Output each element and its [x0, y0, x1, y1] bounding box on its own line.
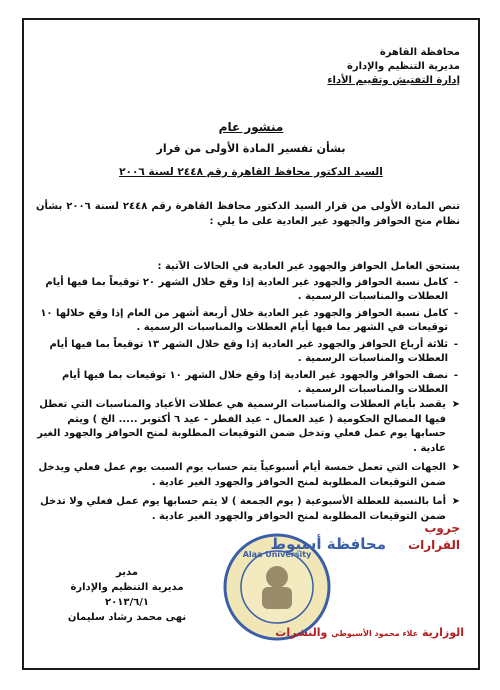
signature-title: مدير [116, 567, 138, 578]
note-text: الجهات التي تعمل خمسة أيام أسبوعياً يتم حساب يوم السبت يوم عمل فعلي ويدخل ضمن التوقيعات المطلوبة لمنح الحوافز والجهود الغير عادية . [38, 462, 446, 488]
watermark-author: علاء محمود الأسيوطي [331, 629, 419, 638]
circular-subject: بشأن تفسير المادة الأولى من قرار [156, 142, 346, 155]
intro-paragraph: تنص المادة الأولى من قرار السيد الدكتور محافظ القاهرة رقم ٢٤٤٨ لسنة ٢٠٠٦ بشأن نظام منح الحوافز والجهود غير العادية على ما يلي : [36, 201, 460, 227]
stamp-text: Alaa University [242, 550, 312, 559]
entitlement-list [36, 276, 460, 398]
list-item: - نصف الحوافز والجهود غير العادية إذا وقع خلال الشهر ١٠ توقيعات بما فيها أيام العطلات والمناسبات الرسمية . [36, 369, 448, 398]
note-item [36, 461, 460, 490]
arrow-bullet-icon: ➤ [451, 496, 460, 507]
letterhead [290, 46, 460, 88]
watermark-bottom [164, 626, 464, 639]
document-page [22, 18, 480, 670]
watermark-group: جروب [424, 521, 460, 535]
list-item: - كامل نسبة الحوافز والجهود غير العادية إذا وقع خلال الشهر ٢٠ توقيعاً بما فيها أيام العطلات والمناسبات الرسمية . [36, 276, 448, 305]
note-text: يقصد بأيام العطلات والمناسبات الرسمية هي عطلات الأعياد والمناسبات التي تعطل فيها المصالح الحكومية ( عيد العمال - عيد الفطر - عيد ٦ أكتوبر ..... الخ ) ويتم حسابها يوم عمل فعلي وتدخل ضمن التوقيعات المطلوبة لمنح الحوافز والجهود الغير عادية . [37, 399, 446, 454]
notes-section [36, 398, 460, 529]
signature-date: ٢٠١٣/٦/١ [105, 597, 149, 608]
signature-office: مديرية التنظيم والإدارة [70, 582, 184, 593]
note-text: أما بالنسبة للعطلة الأسبوعية ( يوم الجمعة ) لا يتم حسابها يوم عمل فعلي ولا تدخل ضمن التوقيعات المطلوبة لمنح الحوافز والجهود الغير عادية . [40, 496, 446, 522]
circular-title: منشور عام [218, 120, 284, 134]
signature-block [52, 565, 202, 625]
document-body [24, 20, 478, 668]
watermark-decisions: القرارات [408, 538, 460, 552]
watermark-ministerial: الوزارية [421, 626, 464, 639]
list-item: - ثلاثة أرباع الحوافز والجهود غير العادية إذا وقع خلال الشهر ١٣ توقيعاً بما فيها أيام العطلات والمناسبات الرسمية . [36, 338, 448, 367]
arrow-bullet-icon: ➤ [451, 399, 460, 410]
signature-name: نهى محمد رشاد سليمان [67, 612, 187, 623]
entitlement-section [36, 260, 460, 400]
letterhead-directorate: مديرية التنظيم والإدارة [346, 61, 460, 72]
watermark-circulars: والنشرات [275, 626, 328, 639]
decree-reference: السيد الدكتور محافظ القاهرة رقم ٢٤٤٨ لسنة ٢٠٠٦ [119, 166, 383, 178]
note-item [36, 398, 460, 456]
letterhead-governorate: محافظة القاهرة [379, 47, 460, 58]
arrow-bullet-icon: ➤ [451, 462, 460, 473]
list-item: - كامل نسبة الحوافز والجهود غير العادية خلال أربعة أشهر من العام إذا وقع خلالها ١٠ توقيعات في الشهر بما فيها أيام العطلات والمناسبات الرسمية . [36, 307, 448, 336]
entitlement-lead: يستحق العامل الحوافز والجهود غير العادية في الحالات الآتية : [157, 261, 460, 272]
watermark-governorate: محافظة أسيوط [270, 535, 386, 553]
letterhead-department: إدارة التفتيش وتقييم الأداء [327, 75, 460, 86]
